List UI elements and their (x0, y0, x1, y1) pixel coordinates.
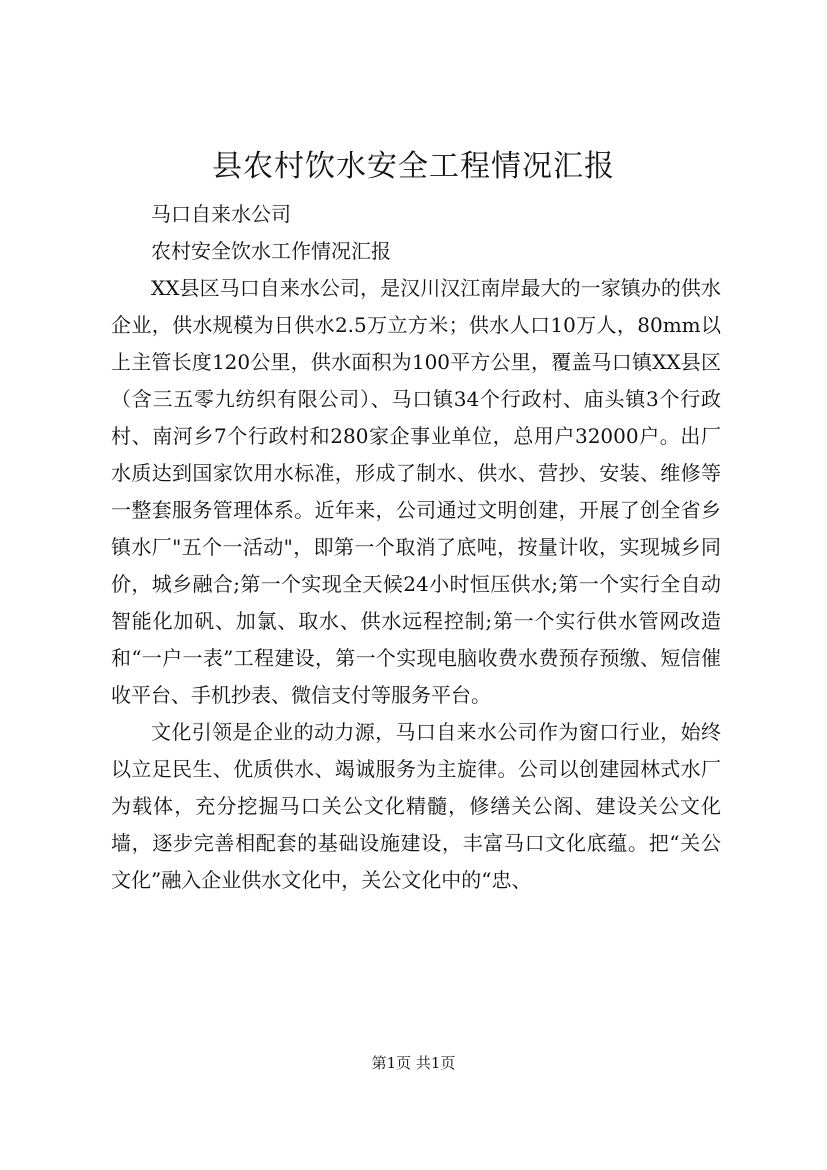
paragraph-intro: XX县区马口自来水公司，是汉川汉江南岸最大的一家镇办的供水企业，供水规模为日供水2.5万立方米；供水人口10万人，80mm以上主管长度120公里，供水面积为100平方公里，覆盖马口镇XX县区（含三五零九纺织有限公司）、马口镇34个行政村、庙头镇3个行政村、南河乡7个行政村和280家企事业单位，总用户32000户。出厂水质达到国家饮用水标准，形成了制水、供水、营抄、安装、维修等一整套服务管理体系。近年来，公司通过文明创建，开展了创全省乡镇水厂"五个一活动"，即第一个取消了底吨，按量计收，实现城乡同价，城乡融合;第一个实现全天候24小时恒压供水;第一个实行全自动智能化加矾、加氯、取水、供水远程控制;第一个实行供水管网改造和“一户一表”工程建设，第一个实现电脑收费水费预存预缴、短信催收平台、手机抄表、微信支付等服务平台。 (111, 276, 721, 707)
document-body (111, 196, 721, 899)
company-line: 马口自来水公司 (151, 202, 291, 226)
document-title: 县农村饮水安全工程情况汇报 (212, 149, 615, 184)
report-subtitle: 农村安全饮水工作情况汇报 (151, 239, 391, 263)
page-number-footer: 第1页 共1页 (371, 1054, 456, 1072)
paragraph-culture: 文化引领是企业的动力源，马口自来水公司作为窗口行业，始终以立足民生、优质供水、竭诚服务为主旋律。公司以创建园林式水厂为载体，充分挖掘马口关公文化精髓，修缮关公阁、建设关公文化墙，逐步完善相配套的基础设施建设，丰富马口文化底蕴。把“关公文化”融入企业供水文化中，关公文化中的“忠、 (111, 720, 721, 892)
